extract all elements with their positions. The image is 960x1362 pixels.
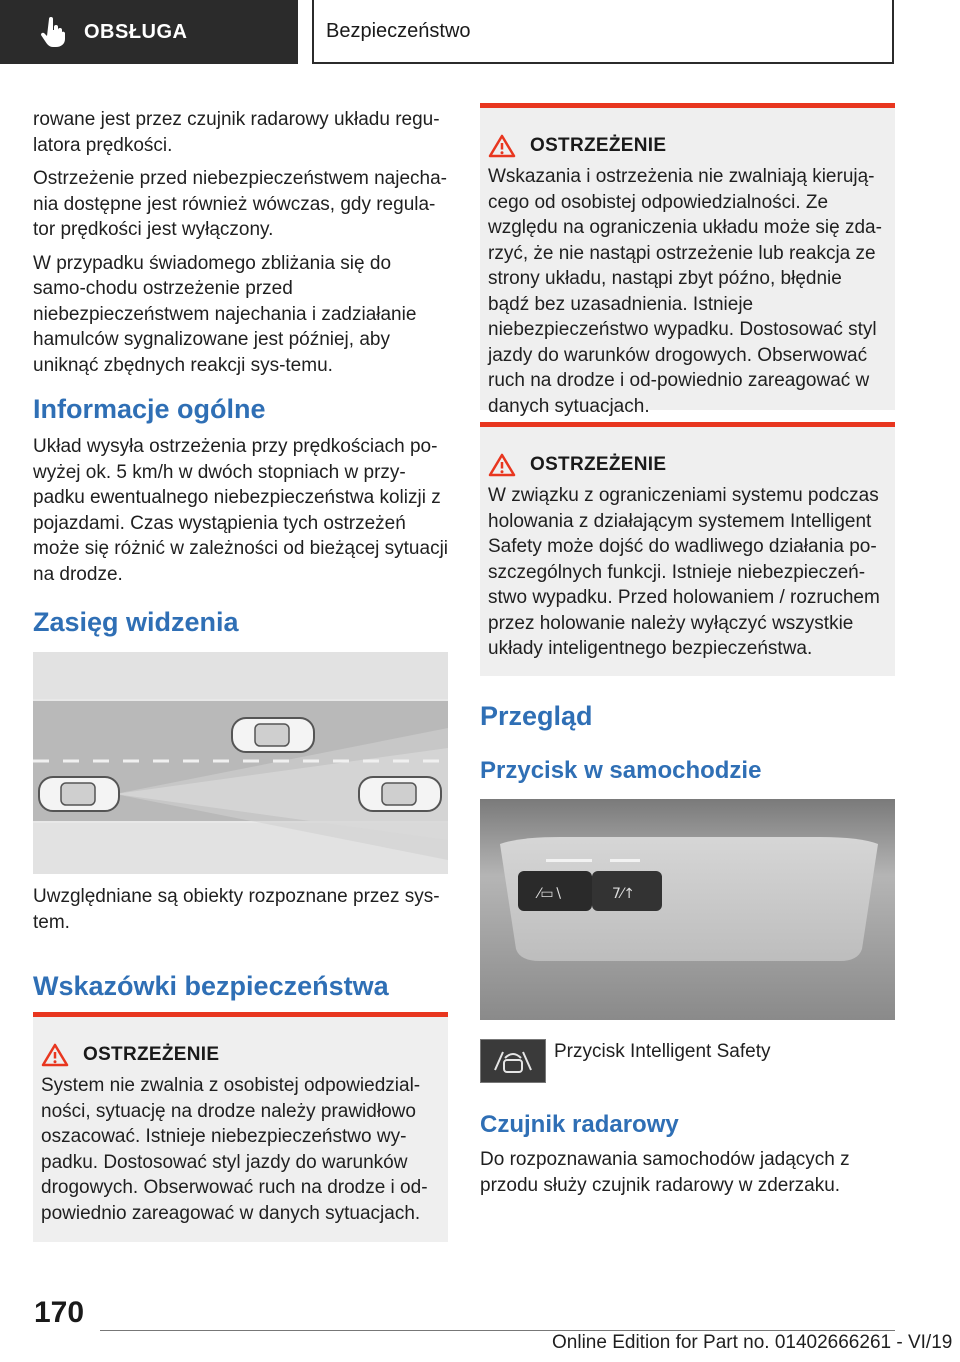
svg-text:7⁄↑: 7⁄↑ [612, 886, 635, 902]
button-photo [480, 799, 895, 1020]
warning-triangle-icon [41, 1043, 69, 1067]
car-icon [359, 777, 441, 811]
warning-title [488, 453, 887, 477]
heading-button: Przycisk w samochodzie [480, 757, 762, 784]
general-section [33, 434, 449, 587]
paragraph: W przypadku świadomego zbliżania się do samo-chodu ostrzeżenie przed niebezpieczeństwem najechania i zadziałanie hamulców sygnalizowane jest później, aby uniknąć zbędnych reakcji sys-temu. [33, 252, 417, 376]
footer-divider [100, 1330, 895, 1331]
warning-title-text: OSTRZEŻENIE [83, 1044, 220, 1065]
heading-safety: Wskazówki bezpieczeństwa [33, 971, 389, 1001]
warning-title-text: OSTRZEŻENIE [530, 454, 667, 475]
intelligent-safety-button-icon [480, 1039, 546, 1083]
paragraph: Układ wysyła ostrzeżenia przy prędkościach po-wyżej ok. 5 km/h w dwóch stopniach w przy-padku ewentualnego niebezpieczeństwa kolizji z pojazdami. Czas wystąpienia tych ostrzeżeń może się różnić w zależności od bieżącej sytuacji na drodze. [33, 436, 449, 585]
warning-triangle-icon [488, 453, 516, 477]
warning-box [33, 1012, 448, 1242]
heading-overview: Przegląd [480, 701, 593, 731]
warning-title [488, 134, 887, 158]
paragraph: rowane jest przez czujnik radarowy układu regu-latora prędkości. [33, 109, 440, 156]
warning-text: Wskazania i ostrzeżenia nie zwalniają kierują-cego od osobistej odpowiedzialności. Ze względu na ograniczenia układu może się zda-rzyć, że nie nastąpi ostrzeżenie lub reakcja ze strony układu, nastąpi zbyt późno, błędnie bądź bez uzasadnienia. Istnieje niebezpieczeństwo wypadku. Dostosować styl jazdy do warunków drogowych. Obserwować ruch na drodze i od-powiednio zareagować w danych sytuacjach. [488, 166, 882, 417]
page-number: 170 [34, 1296, 85, 1329]
warning-box [480, 103, 895, 417]
section-tab [0, 0, 298, 64]
edition-text: Online Edition for Part no. 01402666261 - VI/19 [552, 1332, 953, 1353]
warning-text: System nie zwalnia z osobistej odpowiedzial-ności, sytuację na drodze należy prawidłowo oszacować. Istnieje niebezpieczeństwo wy-padku. Dostosować styl jazdy do warunków drogowych. Obserwować ruch na drodze i od-powiednio zareagować w danych sytuacjach. [41, 1075, 428, 1224]
left-column [33, 107, 449, 378]
paragraph: Do rozpoznawania samochodów jadących z przodu służy czujnik radarowy w zderzaku. [480, 1149, 850, 1196]
paragraph: Ostrzeżenie przed niebezpieczeństwem najecha-nia dostępne jest również wówczas, gdy regula-tor prędkości jest wyłączony. [33, 168, 447, 240]
console-photo [480, 799, 895, 1020]
heading-range: Zasięg widzenia [33, 607, 239, 637]
chapter-label: Bezpieczeństwo [326, 19, 471, 42]
heading-radar: Czujnik radarowy [480, 1111, 679, 1138]
svg-text:⁄▭∖: ⁄▭∖ [538, 886, 563, 902]
button-caption-block [554, 1039, 894, 1065]
warning-title [41, 1043, 440, 1067]
radar-section [480, 1147, 895, 1198]
warning-text: W związku z ograniczeniami systemu podczas holowania z działającym systemem Intelligent Safety może dojść do wadliwego działania po-szczególnych funkcji. Istnieje niebezpieczeń-stwo wypadku. Przed holowaniem / rozruchem przez holowanie należy wyłączyć wszystkie układy inteligentnego bezpieczeństwa. [488, 485, 880, 659]
range-illustration [33, 652, 448, 874]
chapter-tab [312, 0, 894, 64]
warning-title-text: OSTRZEŻENIE [530, 135, 667, 156]
car-icon [39, 777, 119, 811]
car-icon [232, 718, 314, 752]
heading-general: Informacje ogólne [33, 394, 266, 424]
warning-box [480, 422, 895, 676]
section-label: OBSŁUGA [84, 20, 188, 43]
hand-pointer-icon [40, 17, 66, 47]
road-diagram [33, 652, 448, 874]
button-caption: Przycisk Intelligent Safety [554, 1041, 771, 1062]
warning-triangle-icon [488, 134, 516, 158]
range-caption: Uwzględniane są obiekty rozpoznane przez sys-tem. [33, 886, 440, 933]
range-caption-block [33, 884, 449, 935]
